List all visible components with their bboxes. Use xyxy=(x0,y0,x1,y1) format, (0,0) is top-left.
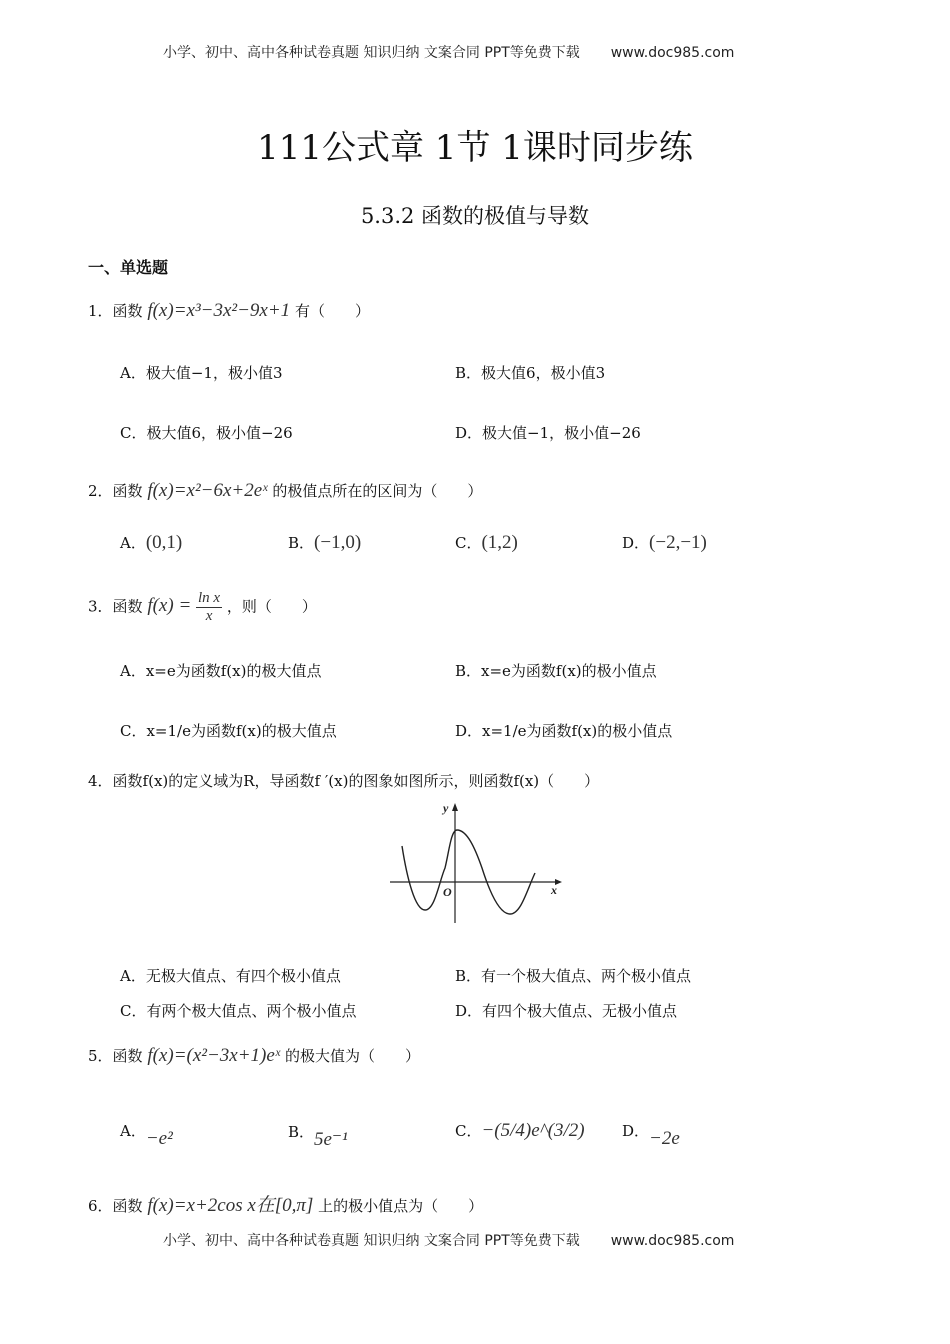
page-header xyxy=(163,42,734,62)
q5-option-a-label: A． xyxy=(120,1122,146,1140)
q5-option-c-value: −(5/4)e^(3/2) xyxy=(481,1120,585,1141)
q2-option-c[interactable] xyxy=(455,532,518,554)
footer-text: 小学、初中、高中各种试卷真题 知识归纳 文案合同 PPT等免费下载 xyxy=(163,1233,580,1249)
q1-option-a[interactable]: A．极大值−1，极小值3 xyxy=(120,364,283,382)
question-3 xyxy=(88,590,317,624)
q5-option-b[interactable] xyxy=(288,1120,348,1150)
header-text: 小学、初中、高中各种试卷真题 知识归纳 文案合同 PPT等免费下载 xyxy=(163,45,580,61)
derivative-graph xyxy=(385,798,565,928)
q5-option-c-label: C． xyxy=(455,1122,482,1140)
graph-y-label: y xyxy=(443,801,449,815)
q1-option-d[interactable]: D．极大值−1，极小值−26 xyxy=(455,424,641,442)
q3-option-d[interactable]: D．x=1/e为函数f(x)的极小值点 xyxy=(455,722,673,740)
q4-option-d[interactable]: D．有四个极大值点、无极小值点 xyxy=(455,1002,678,1020)
q3-number: 3．函数 xyxy=(88,597,143,616)
q2-option-d-label: D． xyxy=(622,534,650,552)
question-2 xyxy=(88,480,482,502)
page-subtitle: 5.3.2 函数的极值与导数 xyxy=(360,204,590,228)
q5-option-a[interactable] xyxy=(120,1120,173,1149)
q5-option-b-value: 5e⁻¹ xyxy=(314,1129,348,1150)
q1-option-b[interactable]: B．极大值6，极小值3 xyxy=(455,364,606,382)
q2-expression: f(x)=x²−6x+2eˣ xyxy=(147,480,268,501)
header-url[interactable]: www.doc985.com xyxy=(610,45,735,61)
q2-option-d[interactable] xyxy=(622,532,707,554)
q6-number: 6．函数 xyxy=(88,1197,143,1215)
page-footer xyxy=(163,1230,734,1250)
q3-tail: ，则（ ） xyxy=(226,597,317,616)
q5-option-c[interactable] xyxy=(455,1120,585,1142)
q5-option-d[interactable] xyxy=(622,1120,680,1149)
q4-option-a[interactable]: A．无极大值点、有四个极小值点 xyxy=(120,967,341,985)
q2-option-a-value: (0,1) xyxy=(145,532,183,553)
q5-tail: 的极大值为（ ） xyxy=(284,1047,420,1065)
q3-option-a[interactable]: A．x=e为函数f(x)的极大值点 xyxy=(120,662,322,680)
q4-option-c[interactable]: C．有两个极大值点、两个极小值点 xyxy=(120,1002,357,1020)
q3-option-c[interactable]: C．x=1/e为函数f(x)的极大值点 xyxy=(120,722,337,740)
q1-tail: 有（ ） xyxy=(294,302,370,320)
graph-origin-label: O xyxy=(443,885,452,899)
graph-y-arrow xyxy=(452,803,458,811)
q6-tail: 上的极小值点为（ ） xyxy=(318,1197,484,1215)
q2-option-b[interactable] xyxy=(288,532,361,554)
q5-option-d-value: −2e xyxy=(649,1128,680,1149)
question-5 xyxy=(88,1045,420,1067)
q2-number: 2．函数 xyxy=(88,482,143,500)
q2-option-d-value: (−2,−1) xyxy=(649,532,707,553)
q5-number: 5．函数 xyxy=(88,1047,143,1065)
q4-option-b[interactable]: B．有一个极大值点、两个极小值点 xyxy=(455,967,692,985)
q3-expression: f(x) = $\frac{\text{ln x}}{x}$ xyxy=(147,590,221,624)
q1-option-c[interactable]: C．极大值6，极小值−26 xyxy=(120,424,293,442)
q3-option-b[interactable]: B．x=e为函数f(x)的极小值点 xyxy=(455,662,657,680)
q5-option-b-label: B． xyxy=(288,1123,315,1141)
section-heading: 一、单选题 xyxy=(88,258,169,277)
footer-url[interactable]: www.doc985.com xyxy=(610,1233,735,1249)
question-4: 4．函数f(x)的定义域为R，导函数f ′(x)的图象如图所示，则函数f(x)（ ） xyxy=(88,772,600,790)
q5-option-a-value: −e² xyxy=(145,1128,173,1149)
question-6 xyxy=(88,1190,483,1217)
q5-expression: f(x)=(x²−3x+1)eˣ xyxy=(147,1045,281,1066)
graph-x-label: x xyxy=(551,883,557,897)
q2-option-c-value: (1,2) xyxy=(481,532,518,553)
q2-option-c-label: C． xyxy=(455,534,482,552)
q2-option-a[interactable] xyxy=(120,532,182,554)
q6-expression: f(x)=x+2cos x在[0,π] xyxy=(147,1195,314,1216)
q2-option-b-label: B． xyxy=(288,534,315,552)
q5-option-d-label: D． xyxy=(622,1122,650,1140)
question-1 xyxy=(88,300,370,322)
q2-option-a-label: A． xyxy=(120,534,146,552)
q2-option-b-value: (−1,0) xyxy=(314,532,362,553)
q2-tail: 的极值点所在的区间为（ ） xyxy=(272,482,483,500)
graph-curve xyxy=(402,830,535,914)
q1-expression: f(x)=x³−3x²−9x+1 xyxy=(147,300,291,321)
q1-number: 1．函数 xyxy=(88,302,143,320)
page-title: 111公式章 1节 1课时同步练 xyxy=(257,128,693,168)
